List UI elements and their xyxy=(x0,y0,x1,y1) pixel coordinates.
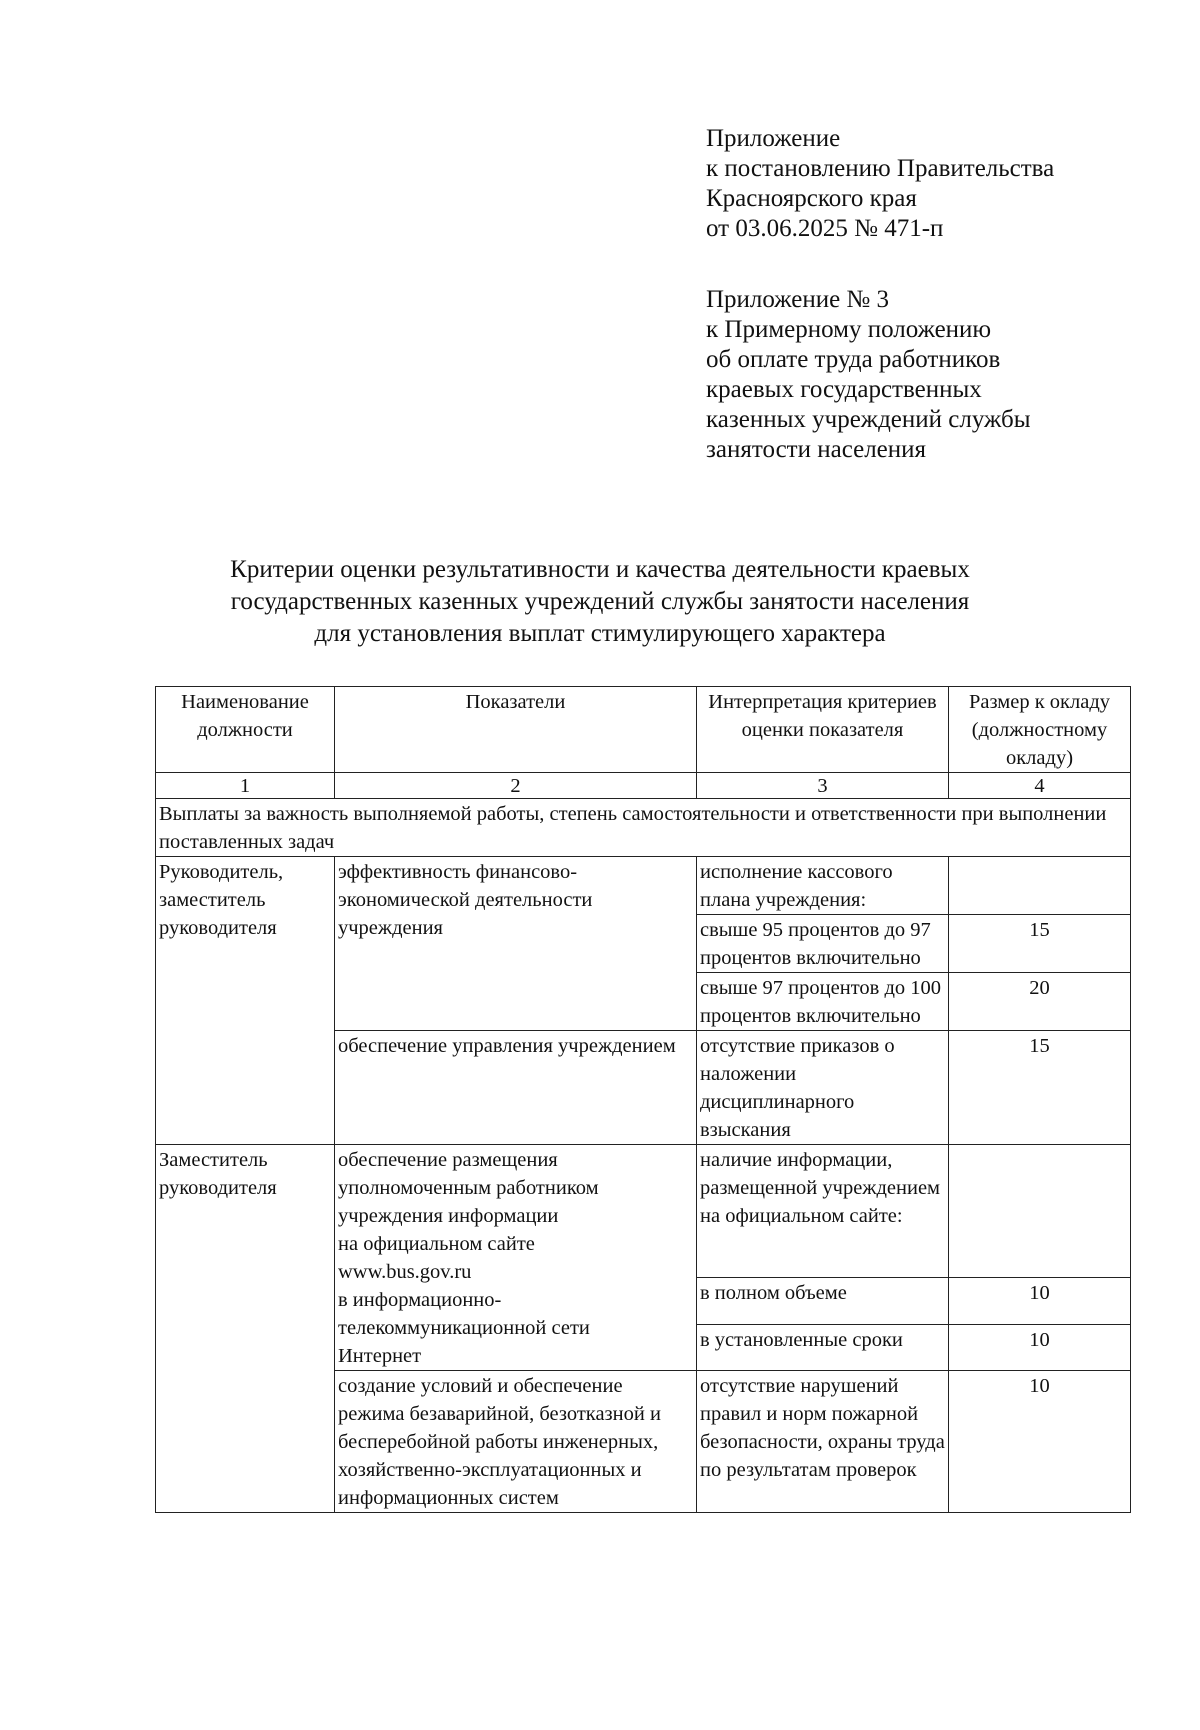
column-number: 4 xyxy=(949,773,1131,799)
size-cell: 10 xyxy=(949,1324,1131,1370)
indicator-line: обеспечение размещения xyxy=(338,1149,558,1171)
table-row xyxy=(156,857,1131,915)
indicator-line: телекоммуникационной сети xyxy=(338,1317,590,1339)
criterion-cell: свыше 95 процентов до 97 процентов включительно xyxy=(697,915,949,973)
criterion-cell: отсутствие приказов о наложении дисциплинарного взыскания xyxy=(697,1031,949,1145)
size-cell-empty xyxy=(949,1145,1131,1278)
header-position: Наименование должности xyxy=(156,687,335,773)
title-line: государственных казенных учреждений службы занятости населения xyxy=(230,588,970,615)
position-cell: Заместитель руководителя xyxy=(156,1145,335,1513)
criterion-cell: в установленные сроки xyxy=(697,1324,949,1370)
appendix-government-decree xyxy=(706,124,1176,244)
column-number: 1 xyxy=(156,773,335,799)
table-row xyxy=(156,1145,1131,1278)
size-cell: 15 xyxy=(949,915,1131,973)
column-number: 2 xyxy=(335,773,697,799)
indicator-line: в информационно- xyxy=(338,1289,502,1311)
appendix-regulation xyxy=(706,285,1176,465)
document-title xyxy=(150,554,1050,650)
indicator-cell: создание условий и обеспечение режима безаварийной, безотказной и бесперебойной работы инженерных, хозяйственно-эксплуатационных и информационных систем xyxy=(335,1371,697,1513)
column-number-row xyxy=(156,773,1131,799)
indicator-line: уполномоченным работником xyxy=(338,1177,599,1199)
criterion-cell: отсутствие нарушений правил и норм пожарной безопасности, охраны труда по результатам проверок xyxy=(697,1371,949,1513)
appendix-line: от 03.06.2025 № 471-п xyxy=(706,215,944,242)
section-title: Выплаты за важность выполняемой работы, степень самостоятельности и ответственности при выполнении поставленных задач xyxy=(156,799,1131,857)
header-size: Размер к окладу (должностному окладу) xyxy=(949,687,1131,773)
website-link-text: www.bus.gov.ru xyxy=(338,1261,472,1283)
size-cell-empty xyxy=(949,857,1131,915)
criterion-cell: в полном объеме xyxy=(697,1278,949,1324)
table-header-row xyxy=(156,687,1131,773)
appendix-line: Приложение № 3 xyxy=(706,286,890,313)
size-cell: 15 xyxy=(949,1031,1131,1145)
header-indicators: Показатели xyxy=(335,687,697,773)
indicator-cell: эффективность финансово-экономической деятельности учреждения xyxy=(335,857,697,1031)
indicator-line: на официальном сайте xyxy=(338,1233,535,1255)
position-cell: Руководитель, заместитель руководителя xyxy=(156,857,335,1145)
column-number: 3 xyxy=(697,773,949,799)
indicator-cell xyxy=(335,1145,697,1371)
appendix-line: занятости населения xyxy=(706,436,927,463)
criterion-cell: свыше 97 процентов до 100 процентов включительно xyxy=(697,973,949,1031)
header-criteria: Интерпретация критериев оценки показателя xyxy=(697,687,949,773)
appendix-line: об оплате труда работников xyxy=(706,346,1001,373)
indicator-line: Интернет xyxy=(338,1345,422,1367)
indicator-line: учреждения информации xyxy=(338,1205,559,1227)
appendix-line: к Примерному положению xyxy=(706,316,992,343)
criteria-table xyxy=(155,686,1131,1513)
size-cell: 10 xyxy=(949,1371,1131,1513)
appendix-line: Красноярского края xyxy=(706,185,917,212)
size-cell: 10 xyxy=(949,1278,1131,1324)
title-line: Критерии оценки результативности и качества деятельности краевых xyxy=(230,556,970,583)
title-line: для установления выплат стимулирующего характера xyxy=(314,620,886,647)
size-cell: 20 xyxy=(949,973,1131,1031)
indicator-cell: обеспечение управления учреждением xyxy=(335,1031,697,1145)
appendix-line: казенных учреждений службы xyxy=(706,406,1031,433)
appendix-line: краевых государственных xyxy=(706,376,982,403)
criterion-header-cell: наличие информации, размещенной учреждением на официальном сайте: xyxy=(697,1145,949,1278)
appendix-line: к постановлению Правительства xyxy=(706,155,1055,182)
section-row xyxy=(156,799,1131,857)
appendix-line: Приложение xyxy=(706,125,841,152)
criterion-header-cell: исполнение кассового плана учреждения: xyxy=(697,857,949,915)
